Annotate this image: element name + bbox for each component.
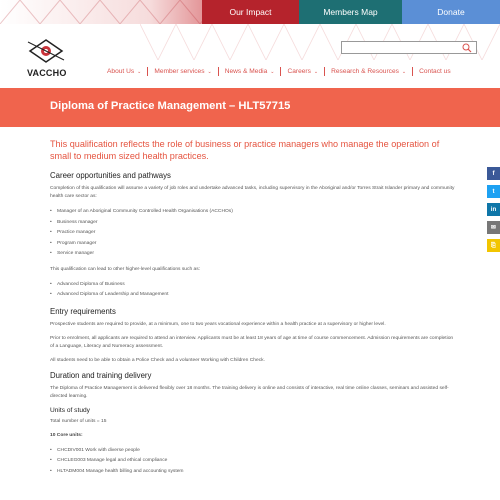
list-item: • Service manager	[50, 249, 455, 260]
list-item: • HLTADM004 Manage health billing and accounting system	[50, 467, 455, 478]
share-bar	[487, 167, 500, 257]
list-item: • CHCDIV001 Work with diverse people	[50, 446, 455, 457]
duration-paragraph: The Diploma of Practice Management is delivered flexibly over 18 months. The training delivery is online and consists of interactive, real time online classes, seminars and assisted self-directed learning.	[50, 385, 449, 399]
nav-divider	[280, 67, 281, 76]
donate-link[interactable]: Donate	[402, 0, 500, 24]
nav-divider	[147, 67, 148, 76]
page-title: Diploma of Practice Management – HLT57715	[50, 100, 291, 112]
nav-label: About Us	[107, 68, 135, 75]
list-item: • CHCLEG003 Manage legal and ethical compliance	[50, 456, 455, 467]
core-units-label: 10 Core units:	[50, 432, 83, 438]
entry-paragraph-3: All students need to be able to obtain a Police Check and a volunteer Working with Children Check.	[50, 357, 265, 363]
entry-paragraph-2: Prior to enrolment, all applicants are required to attend an interview. Applicants must be at least 18 years of age at time of course commencement. Admission requirements are completion of a Language, Literacy and Numeracy assessment.	[50, 335, 454, 349]
list-item: • Business manager	[50, 218, 455, 229]
nav-careers[interactable]	[287, 68, 318, 75]
nav-divider	[324, 67, 325, 76]
nav-divider	[218, 67, 219, 76]
roles-list	[50, 207, 455, 260]
list-item: • Manager of an Aboriginal Community Controlled Health Organisations (ACCHOs)	[50, 207, 455, 218]
copy-link-icon[interactable]: ⎘	[487, 239, 500, 252]
list-item: • Advanced Diploma of Leadership and Management	[50, 290, 455, 301]
nav-member-services[interactable]	[154, 68, 211, 75]
top-bar	[0, 0, 500, 24]
units-heading: Units of study	[50, 406, 90, 414]
career-heading: Career opportunities and pathways	[50, 171, 171, 180]
entry-heading: Entry requirements	[50, 306, 116, 316]
intro-text: This qualification reflects the role of business or practice managers who manage the operation of small to medium sized health practices.	[50, 139, 440, 161]
chevron-down-icon: ⌄	[313, 68, 319, 75]
search-icon[interactable]	[462, 43, 472, 53]
nav-divider	[412, 67, 413, 76]
site-header	[0, 24, 500, 88]
career-paragraph: Completion of this qualification will assume a variety of job roles and undertake advanced tasks, including supervisory in the Aboriginal and/or Torres Strait Islander primary and community health care sector as:	[50, 186, 455, 199]
pathways-paragraph: This qualification can lead to other higher-level qualifications such as:	[50, 266, 201, 272]
nav-contact-us[interactable]	[419, 68, 451, 75]
chevron-down-icon: ⌄	[207, 68, 212, 75]
linkedin-icon[interactable]: in	[487, 203, 500, 216]
nav-research-resources[interactable]	[331, 68, 406, 75]
our-impact-link[interactable]: Our Impact	[202, 0, 299, 24]
logo-text: VACCHO	[27, 68, 67, 78]
list-item: • Program manager	[50, 239, 455, 250]
members-map-link[interactable]: Members Map	[299, 0, 402, 24]
chevron-down-icon: ⌄	[401, 68, 407, 75]
chevron-down-icon: ⌄	[270, 68, 275, 75]
twitter-icon[interactable]: t	[487, 185, 500, 198]
nav-label: Careers	[287, 68, 311, 75]
page-banner	[0, 88, 500, 127]
main-content	[50, 139, 455, 483]
duration-heading: Duration and training delivery	[50, 370, 152, 380]
units-total: Total number of units = 15	[50, 418, 107, 424]
email-icon[interactable]: ✉	[487, 221, 500, 234]
main-nav	[107, 67, 451, 76]
top-links	[202, 0, 500, 24]
search-input[interactable]	[341, 41, 477, 54]
nav-label: Contact us	[419, 68, 451, 75]
core-units-list	[50, 446, 455, 478]
nav-about-us[interactable]	[107, 68, 141, 75]
facebook-icon[interactable]: f	[487, 167, 500, 180]
nav-label: News & Media	[224, 68, 268, 75]
nav-label: Research & Resources	[331, 68, 399, 75]
list-item: • Advanced Diploma of Business	[50, 280, 455, 291]
entry-paragraph-1: Prospective students are required to provide, at a minimum, one to two years vocational experience within a health practice at a supervisory or higher level.	[50, 321, 386, 327]
higher-quals-list	[50, 280, 455, 301]
nav-news-media[interactable]	[225, 68, 275, 75]
chevron-down-icon: ⌄	[137, 68, 142, 75]
list-item: • Practice manager	[50, 228, 455, 239]
nav-label: Member services	[154, 68, 205, 75]
